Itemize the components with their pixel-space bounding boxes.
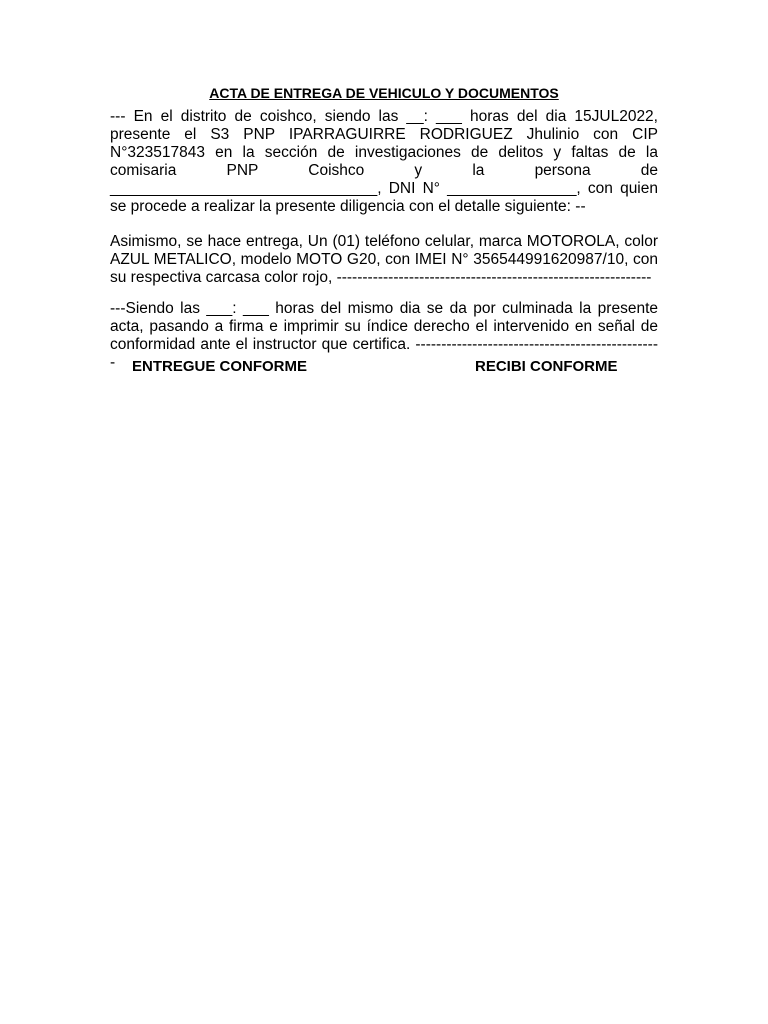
signature-left-label: ENTREGUE CONFORME	[132, 358, 308, 375]
document-title: ACTA DE ENTREGA DE VEHICULO Y DOCUMENTOS	[209, 85, 559, 101]
paragraph-closing: ---Siendo las ___: ___ horas del mismo dia se da por culminada la presente acta, pasando a firma e imprimir su índice derecho el intervenido en señal de conformidad ante el instructor que certifica. ------------------------------------------------	[110, 300, 658, 371]
paragraph-delivery: Asimismo, se hace entrega, Un (01) teléfono celular, marca MOTOROLA, color AZUL METALICO, modelo MOTO G20, con IMEI N° 356544991620987/10, con su respectiva carcasa color rojo, -------------------------------------------------------------	[110, 233, 658, 286]
signature-right-label: RECIBI CONFORME	[475, 358, 618, 375]
document-body	[110, 84, 658, 372]
paragraph-intro: --- En el distrito de coishco, siendo las __: ___ horas del dia 15JUL2022, presente el S3 PNP IPARRAGUIRRE RODRIGUEZ Jhulinio con CIP N°323517843 en la sección de investigaciones de delitos y faltas de la comisaria PNP Coishco y la persona de _______________________________, DNI N° _______________, con quien se procede a realizar la presente diligencia con el detalle siguiente: --	[110, 108, 658, 215]
signature-row	[0, 358, 768, 378]
